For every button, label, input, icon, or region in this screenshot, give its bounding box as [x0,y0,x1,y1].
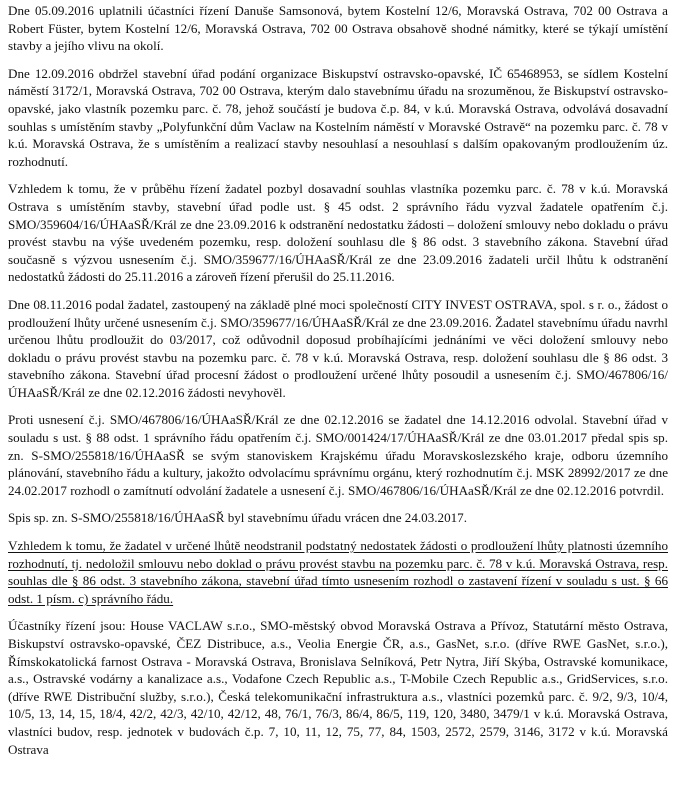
paragraph-file-returned: Spis sp. zn. S-SMO/255818/16/ÚHAaSŘ byl stavebnímu úřadu vrácen dne 24.03.2017. [8,510,467,526]
paragraph-decision: Vzhledem k tomu, že žadatel v určené lhůtě neodstranil podstatný nedostatek žádosti o prodloužení lhůty platnosti územního rozhodnutí, tj. nedoložil smlouvu nebo doklad o právu provést stavbu na pozemku parc. č. 78 v k.ú. Moravská Ostrava, resp. souhlas dle § 86 odst. 3 stavebního zákona, stavební úřad tímto usnesením rozhodl o zastavení řízení v souladu s ust. § 66 odst. 1 písm. c) správního řádu. [8,538,668,606]
paragraph-extension-request: Dne 08.11.2016 podal žadatel, zastoupený na základě plné moci společností CITY INVEST OSTRAVA, spol. s r. o., žádost o prodloužení lhůty určené usnesením č.j. SMO/359677/16/ÚHAaSŘ/Král ze dne 23.09.2016. Žadatel stavebnímu úřadu navrhl určenou lhůtu prodloužit do 03/2017, což odůvodnil doposud probíhajícími jednáními ve věci doložení smlouvy nebo dokladu o právu provést stavbu na pozemku parc. č. 78 v k.ú. Moravská Ostrava, resp. doložení souhlasu dle § 86 odst. 3 stavebního zákona. Stavební úřad procesní žádost o prodloužení určené lhůty posoudil a usnesením č.j. SMO/467806/16/ÚHAaSŘ/Král ze dne 02.12.2016 žádosti nevyhověl. [8,296,668,400]
paragraph-appeal: Proti usnesení č.j. SMO/467806/16/ÚHAaSŘ/Král ze dne 02.12.2016 se žadatel dne 14.12.2016 odvolal. Stavební úřad v souladu s ust. § 88 odst. 1 správního řádu opatřením č.j. SMO/001424/17/ÚHAaSŘ/Král ze dne 03.01.2017 předal spis sp. zn. S-SMO/255818/16/ÚHAaSŘ se svým stanoviskem Krajskému úřadu Moravskoslezského kraje, odboru územního plánování, stavebního řádu a kultury, jakožto odvolacímu správnímu orgánu, který rozhodnutím č.j. MSK 28992/2017 ze dne 24.02.2017 rozhodl o zamítnutí odvolání žadatele a usnesení č.j. SMO/467806/16/ÚHAaSŘ/Král ze dne 02.12.2016 potvrdil. [8,412,668,498]
paragraph-request-to-remedy: Vzhledem k tomu, že v průběhu řízení žadatel pozbyl dosavadní souhlas vlastníka pozemku parc. č. 78 v k.ú. Moravská Ostrava s umístěním stavby, stavební úřad podle ust. § 45 odst. 2 správního řádu vyzval žadatele opatřením č.j. SMO/359604/16/ÚHAaSŘ/Král ze dne 23.09.2016 k odstranění nedostatku žádosti – doložení smlouvy nebo dokladu o právu provést stavbu na výše uvedeném pozemku, resp. doložení souhlasu dle § 86 odst. 3 stavebního zákona. Stavební úřad současně s výzvou usnesením č.j. SMO/359677/16/ÚHAaSŘ/Král ze dne 23.09.2016 žadateli určil lhůtu k odstranění nedostatků žádosti do 25.11.2016 a zároveň řízení přerušil do 25.11.2016. [8,181,668,285]
paragraph-participants: Účastníky řízení jsou: House VACLAW s.r.o., SMO-městský obvod Moravská Ostrava a Přívoz, Statutární město Ostrava, Biskupství ostravsko-opavské, ČEZ Distribuce, a.s., Veolia Energie ČR, a.s., GasNet, s.r.o. (dříve RWE GasNet, s.r.o.), Římskokatolická farnost Ostrava - Moravská Ostrava, Bronislava Selníková, Petr Nytra, Jiří Skýba, Ostravské komunikace, a.s., Ostravské vodárny a kanalizace a.s., Vodafone Czech Republic a.s., T-Mobile Czech Republic a.s., GridServices, s.r.o. (dříve RWE Distribuční služby, s.r.o.), Česká telekomunikační infrastruktura a.s., vlastníci pozemků parc. č. 9/2, 9/3, 10/4, 10/5, 13, 14, 15, 18/4, 42/2, 42/3, 42/10, 42/12, 48, 76/1, 76/3, 86/4, 86/5, 119, 120, 3480, 3479/1 v k.ú. Moravská Ostrava, vlastníci budov, resp. jednotek v budovách č.p. 7, 10, 11, 12, 75, 77, 84, 1503, 2572, 2579, 3146, 3172 v k.ú. Moravská Ostrava [8,618,668,757]
paragraph-objections: Dne 05.09.2016 uplatnili účastníci řízení Danuše Samsonová, bytem Kostelní 12/6, Moravská Ostrava, 702 00 Ostrava a Robert Füster, bytem Kostelní 12/6, Moravská Ostrava, 702 00 Ostrava obsahově shodné námitky, které se týkají umístění stavby a jejího vlivu na okolí. [8,3,668,54]
document-page [8,2,668,767]
paragraph-diocese-submission: Dne 12.09.2016 obdržel stavební úřad podání organizace Biskupství ostravsko-opavské, IČ 65468953, se sídlem Kostelní náměstí 3172/1, Moravská Ostrava, 702 00 Ostrava, kterým dalo stavebnímu úřadu na srozuměnou, že Biskupství ostravsko-opavské, jako vlastník pozemku parc. č. 78, jehož součástí je budova č.p. 84, v k.ú. Moravská Ostrava, odvolává dosavadní souhlas s umístěním stavby „Polyfunkční dům Vaclaw na Kostelním náměstí v Moravské Ostravě“ na pozemku parc. č. 78 v k.ú. Moravská Ostrava, že s umístěním a realizací stavby nesouhlasí a nesouhlasí s dalším opakovaným prodloužením úz. rozhodnutí. [8,65,668,169]
